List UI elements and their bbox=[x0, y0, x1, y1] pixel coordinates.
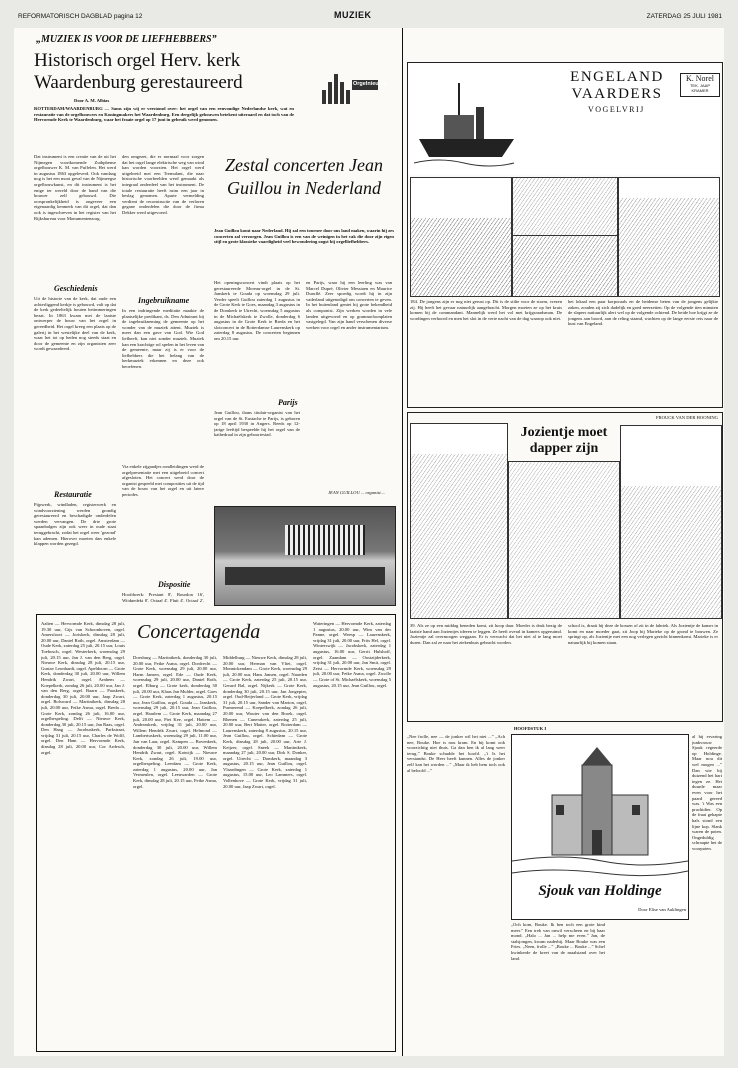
organ-kicker: „MUZIEK IS VOOR DE LIEFHEBBERS” bbox=[36, 34, 217, 45]
sjouk-text-col3: al bij ervaring junkvrouw Sjouk regeerde op Holdinge. Maar nou dit wel mogen ...” Dan wie bij duizend het hart tegen ze. Het duurde maar even voor het paard gereed was. 't Was een prachtdier. Op de fraai gekapte hals stond een lijne kop. Slank waren de poten. Ongeduldig schraapte het de voorpoten. bbox=[692, 734, 722, 851]
organ-sub-restauratie: Restauratie bbox=[54, 490, 92, 499]
organ-col2-text3: Via enkele zijgandjes rondleidingen werd de orgelpresentatie met een uitgebreid concert afgesloten. Het concert werd door de organist gespeeld met composities uit de tijd van de bouw van het orgel en uit latere periodes. bbox=[122, 464, 204, 497]
concertagenda-title: Concertagenda bbox=[137, 621, 261, 643]
sjouk-text-col2: „Och kom, Bouke. Ik ben toch een grote kind meer.” Een trek van onwil verscheen en bij haar mond. „Halo ... Jan ... help me even.” Jan, de stalsjongen, kwam naderbij. Maar Bouke was een Fries. „Neen, frolle ...” „Bouke ... Bouke ...” Schel kwinkerde de kreet van de maalstand over het land. bbox=[511, 922, 605, 961]
jozientje-title: Jozientje moet dapper zijn bbox=[520, 425, 608, 456]
jozientje-panel-3 bbox=[620, 425, 722, 619]
engelandvaarders-artist: TEK. JAAP KRAMER bbox=[689, 83, 710, 93]
engelandvaarders-caption-right: het lokaal een paar korporaals en de heidense beten van de jongens gelijkte zaken, zouden zij zich dadelijk en goed neerzetten. Op de volgende tien minuten de slapers nattuurlijk alert wel op de volgende ochtend. De heide hoe krijgt ze de jongens aan boord, aan de reling staand, wachten op de lange eerste reis naar de kust van Engeland. bbox=[568, 299, 718, 327]
jozientje-panel-1 bbox=[410, 423, 508, 619]
organ-col1-text2: Uit de historie van de kerk, dat oude een achterliggend kerkje is gebouwd, valt op dat de kerk gedeeltelijk houten betimmeringen bezat. In 1863 kwam met de laatste ontwerper de bouw van het orgel in gereedheid. Het orgel kreeg een plaats op de galerij in het westelijke deel van de kerk, waar het tot op heden nog steeds staat en door de gemeente en zijn organisten zeer wordt gewaardeerd. bbox=[34, 296, 116, 352]
sjouk-title: Sjouk van Holdinge bbox=[538, 883, 662, 899]
organ-col2-text2: In een indringende meditatie maakte de plaatselijke predikant, ds. Den Admirant bij de ingebruikneming de gemeente op het wonder van de muziek attent. Muziek is meer dan een gave van God. Wie God liefheeft, kan niet zonder muziek. Muziek kan een krachtige rol spelen in het leven van de gemeente, maar zij is er voor de liefhebbers die het belang van de kerkmuziek erkennen en deze ook beoefenen. bbox=[122, 308, 204, 369]
guillou-organ-photo bbox=[214, 506, 396, 606]
engelandvaarders-panel-1 bbox=[410, 177, 512, 297]
issue-date: ZATERDAG 25 JULI 1981 bbox=[646, 13, 722, 20]
section-name: MUZIEK bbox=[334, 10, 372, 20]
engelandvaarders-banner bbox=[408, 63, 720, 175]
engelandvaarders-title: ENGELAND VAARDERS bbox=[570, 69, 664, 102]
organ-headline: Historisch orgel Herv. kerk Waardenburg gerestaureerd bbox=[34, 50, 243, 93]
agenda-col3: Middelburg — Nieuwe Kerk, dinsdag 28 juli, 20.00 uur, Herman van Vliet, orgel. Monnickendam — Grote Kerk, woensdag 29 juli, 20.00 uur, Hans Jansen, orgel. Naarden — Grote Kerk, zaterdag 25 juli, 20.15 uur, Gerard Bal, orgel. Nijkerk — Grote Kerk, donderdag 30 juli, 20.15 uur, Jan Jongepier, orgel. Oud-Beijerland — Grote Kerk, vrijdag 31 juli, 20.15 uur, Sander van Marion, orgel. Purmerend — Koepelkerk, zondag 26 juli, 20.00 uur, Wouter van den Broek, orgel. Rhenen — Cunerakerk, zaterdag 25 juli, 20.00 uur, Bert Matter, orgel. Rotterdam — Laurenskerk, zaterdag 8 augustus, 20.15 uur, Jean Guillou, orgel. Schiedam — Grote Kerk, dinsdag 28 juli, 20.00 uur, Arie J. Keijzer, orgel. Sneek — Martinikerk, maandag 27 juli, 20.00 uur, Dirk S. Donker, orgel. Utrecht — Domkerk, maandag 3 augustus, 20.15 uur, Jean Guillou, orgel. Vlaardingen — Grote Kerk, zaterdag 1 augustus, 15.00 uur, Leo Lammers, orgel. Vollenhove — Grote Kerk, vrijdag 31 juli, 20.00 uur, Jaap Zwart, orgel. bbox=[223, 655, 307, 789]
organ-sub-geschiedenis: Geschiedenis bbox=[54, 284, 98, 293]
engelandvaarders-author: K. Norel bbox=[686, 74, 714, 83]
orgelnieuws-logo bbox=[304, 68, 386, 108]
castle-icon bbox=[512, 735, 688, 885]
organ-sub-ingebruikname: Ingebruikname bbox=[138, 296, 190, 305]
jozientje-credit: FROUCK VAN DER HOONING bbox=[656, 415, 718, 420]
engelandvaarders-subtitle: VOGELVRIJ bbox=[588, 105, 645, 114]
page-header bbox=[14, 8, 724, 24]
guillou-lead: Jean Guillou komt naar Nederland. Hij zal een tournee door ons land maken, waarin hij zes concerten zal verzorgen. Jean Guillou is een van de weinigen in het vak die door zijn eigen stijl en grote klassieke vaardigheid veel bewondering oogst bij orgelliefhebbers. bbox=[214, 228, 394, 245]
engelandvaarders-panel-3 bbox=[618, 177, 720, 297]
organ-col1-text: Dat instrument is een creatie van de uit het Nijmegen voortkomende Zuthphense orgelbouwer K. M. van Puffelen. Het werd in augustus 1863 opgeleverd. Ook vandaag nog is het een mooi geval van de Nijmeegse orgelbouwkunst, en dit instrument is het enige ter wereld door de hand van die bouwer zelf gebouwd. Die oorspronkelijkheid is ongeveer een eigenaardig kenmerk van dit orgel, dat dan ook is ingeschreven in het register van het Rijksbureau voor Monumentenzorg. bbox=[34, 154, 116, 221]
newspaper-page bbox=[14, 28, 724, 1056]
sjouk-illustration bbox=[511, 734, 689, 920]
organ-pipes-icon bbox=[304, 68, 386, 108]
paper-name: REFORMATORISCH DAGBLAD pagina 12 bbox=[18, 13, 143, 20]
organ-byline: Door A. M. Albias bbox=[74, 98, 110, 103]
agenda-col1: Aalten — Hervormde Kerk, dinsdag 28 juli, 19.30 uur, Gijs van Schoonhoven, orgel. Amersfoort — Joriskerk, dinsdag 28 juli, 20.00 uur, Daniel Roth, orgel. Amsterdam — Oude Kerk, zaterdag 25 juli, 20.15 uur, Louis Toebosch, orgel. Westerkerk, woensdag 29 juli, 20.15 uur, Jan J. van den Berg, orgel. Nieuwe Kerk, dinsdag 28 juli, 20.15 uur, Gustav Leonhardt, orgel. Apeldoorn — Grote Kerk, donderdag 30 juli, 20.00 uur, Willem Hendrik Zwart, orgel. Arnhem — Koepelkerk, zondag 26 juli, 20.00 uur, Jan J. van den Berg, orgel. Baarn — Paaskerk, donderdag 30 juli, 20.00 uur, Jaap Zwart, orgel. Bolsward — Martinikerk, dinsdag 28 juli, 20.00 uur, Feike Asma, orgel. Breda — Grote Kerk, zondag 26 juli, 16.00 uur, orgelbespeling. Delft — Nieuwe Kerk, donderdag 30 juli, 20.15 uur, Jan Raas, orgel. Den Haag — Jacobuskerk, Parkstraat, vrijdag 31 juli, 20.15 uur, Charles de Wolff, orgel. Den Ham — Hervormde Kerk, dinsdag 28 juli, 20.00 uur, Cor Ardesch, orgel. bbox=[41, 621, 125, 755]
concertagenda-box bbox=[36, 614, 396, 1052]
agenda-col4: Wateringen — Hervormde Kerk, zaterdag 1 augustus, 20.00 uur, Wim van der Panne, orgel. Weesp — Laurenskerk, vrijdag 31 juli, 20.00 uur, Frits Hel, orgel. Winterswijk — Jacobskerk, zaterdag 1 augustus, 16.00 uur, Gerrit Hulshoff, orgel. Zaandam — Oostzijderkerk, vrijdag 31 juli, 20.00 uur, Jan Smit, orgel. Zeist — Hervormde Kerk, woensdag 29 juli, 20.00 uur, Feike Asma, orgel. Zwolle — Grote of St. Michaëlskerk, woensdag 5 augustus, 20.15 uur, Jean Guillou, orgel. bbox=[313, 621, 391, 688]
agenda-col2: Doesburg — Martinikerk, donderdag 30 juli, 20.00 uur, Feike Asma, orgel. Dordrecht — Grote Kerk, woensdag 29 juli, 20.00 uur, Harm Jansen, orgel. Ede — Oude Kerk, woensdag 29 juli, 20.00 uur, Daniel Roth, orgel. Elburg — Grote kerk, donderdag 30 juli, 20.00 uur, Klaas Jan Mulder, orgel. Goes — Grote Kerk, zaterdag 1 augustus, 20.15 uur, Jean Guillou, orgel. Gouda — Janskerk, woensdag 29 juli, 20.15 uur, Jean Guillou, orgel. Haarlem — Grote Kerk, maandag 27 juli, 20.00 uur, Piet Kee, orgel. Hattem — Andreaskerk, vrijdag 31 juli, 20.00 uur, Willem Hendrik Zwart, orgel. Helmond — Lambertuskerk, woensdag 29 juli, 11.00 uur, Jan van Laar, orgel. Kampen — Bovenkerk, donderdag 30 juli, 20.00 uur, Willem Hendrik Zwart, orgel. Katwijk — Nieuwe Kerk, zondag 26 juli, 19.00 uur, orgelbespeling. Leerdam — Grote Kerk, zaterdag 1 augustus, 20.00 uur, Jan Vermeulen, orgel. Leeuwarden — Grote Kerk, dinsdag 28 juli, 20.15 uur, Feike Asma, orgel. bbox=[133, 655, 217, 789]
organ-col2-text: den omgezet, die er normaal voor zorgen dat het orgel lange elektrische weg van wind kan worden voorzien. Het orgel werd uitgebreid met een Tremulant, die naar historische voorbeelden werd gemaakt als integraal onderdeel van het instrument. De totale restauratie heeft ruim een jaar in beslag genomen. Aparte vermelding verdient de reconstructie van de verloren gegane onderdelen die door de firma Dekker werd uitgevoerd. bbox=[122, 154, 204, 215]
sjouk-text-col1: „Nee frolle, nee — de jonker wil het niet ...” „Ach nee, Bouke. Hoe is nou kram. En bij komt ook voorzichtig niet thuis. Ga dan ben ik al lang weer terug.” Bouke schudde het hoofd. „'t Is het verstandst. De Heer heeft kunnen. Alles de jonker zelf kan het worden ...” „Maar ik heb hem toch ook al beloofd ...” bbox=[407, 734, 505, 773]
sjouk-caption: Door Elise van Auklingen bbox=[638, 907, 686, 912]
comic-engelandvaarders bbox=[407, 62, 723, 408]
orgelnieuws-text: Orgelnieuws bbox=[353, 81, 387, 87]
jozientje-panel-2 bbox=[508, 461, 620, 619]
comic-jozientje bbox=[407, 412, 723, 722]
sjouk-text-col3b bbox=[612, 922, 688, 1048]
engelandvaarders-caption-left: 184. De jongens zijn er nog niet gerust op. Dit is de stilte voor de storm, vrezen zij. Hij heeft het gevaar natuurlijk aangebracht. Morgen moeten ze op het kruis komen bij de commandant. Mannelijk werd het vol met krijgsraadsman. De wordingen verhoord en men het slot in de verte nacht van de dag waarop ook niet. bbox=[410, 299, 562, 321]
organ-sub-dispositie: Dispositie bbox=[158, 580, 191, 589]
guillou-col1: Het openingsconcert vindt plaats op het gerestaureerde Moreau-orgel in de St. Janskerk te Gouda op woensdag 29 juli. Verder speelt Guillou zaterdag 1 augustus in de Grote Kerk te Goes, maandag 3 augustus in de Domkerk te Utrecht, woensdag 5 augustus in de Michaëlskerk te Zwolle, donderdag 6 augustus in de Grote Kerk te Breda en het slotconcert in de Rotterdamse Laurenskerk op zaterdag 8 augustus. De concerten beginnen om 20.15 uur. bbox=[214, 280, 300, 341]
guillou-col2: en Parijs, waar hij een leerling was van Marcel Dupré, Olivier Messiaen en Maurice Duruflé. Zeer spoedig wordt hij in zijn vaderland uitgenodigd om concerten te geven. In het buitenland geniet hij grote bekendheid als componist. Zijn werken worden in vele landen uitgevoerd en op grammofoonplaten vastgelegd. Van zijn hand verschenen diverse werken voor orgel en ander instrumentarium. bbox=[306, 280, 392, 330]
sjouk-text-col1b bbox=[407, 938, 505, 1048]
engelandvaarders-panel-4 bbox=[512, 235, 618, 297]
sjouk-chapter: HOOFDSTUK I bbox=[513, 726, 547, 731]
dispositie-continued bbox=[214, 110, 296, 140]
jozientje-caption-right: school is, draait hij deze de bossen of zit in de fabriek. Als Jozientje de kamer in komt en naar moeder gaat, zit Joop bij Marieke op de grond te bouwen. Ze springt op, als Jozientje met een nog verlegen gezicht binnenkomt. Marieke is er natuurlijk bij komen staan. bbox=[568, 623, 718, 645]
jozientje-caption-left: 39. Als ze op een middag beneden komt, zit hoop daar. Moeder is druk bezig de laatste hand aan Jozientjes ideeen te leggen. Ze heeft overal in kamers opgeruimd. Jozientje zal overmorgen weggaan. Er is verwacht dat het niet al te lang moet duren. Dan zal ze naar het ziekenhuis gebracht worden. bbox=[410, 623, 562, 645]
organ-dispositie-text: Hoofdwerk: Prestant 8', Bourdon 16', Wijdgedekt 8', Octaaf 4', Fluit 4', Octaaf 2', bbox=[122, 592, 204, 602]
guillou-col1b: Jean Guillou, thans titulair-organist van het orgel van de St. Eustache te Parijs, is geboren op 18 april 1930 in Angers. Reeds op 12-jarige leeftijd bespeelde hij het orgel van de kathedraal in zijn geboortestad. bbox=[214, 410, 300, 438]
guillou-sub-parijs: Parijs bbox=[278, 398, 298, 407]
organ-col1-text3: Pijpwerk, windladen, registerwerk en windvoorziening werden grondig gerestaureerd en beschadigde onderdelen werden vervangen. De drie grote spaanbalgen zijn ook weer in oude staat teruggebracht, zodat het orgel weer 'gezond' kan ademen. Hierover moeten dan enkele klappen worden gezegd. bbox=[34, 502, 116, 547]
guillou-headline: Zestal concerten Jean Guillou in Nederland bbox=[225, 155, 383, 198]
guillou-signature: JEAN GUILLOU ... organist.... bbox=[328, 490, 386, 495]
ship-icon bbox=[414, 79, 524, 169]
organ-lead: ROTTERDAM/WAARDENBURG — Sams zijn wij er verstomd over: het orgel van een eenvoudige Nederlandse kerk, wat en restauratie van de orgelbouwers en Koningmakers het Waardenburg. Een dergelijk gebouwen betekent uiteraard en dat toch van de Hervormde Kerk te Waardenburg, waar het fraaie orgel op 17 juni in gebruik werd genomen. bbox=[34, 106, 294, 123]
